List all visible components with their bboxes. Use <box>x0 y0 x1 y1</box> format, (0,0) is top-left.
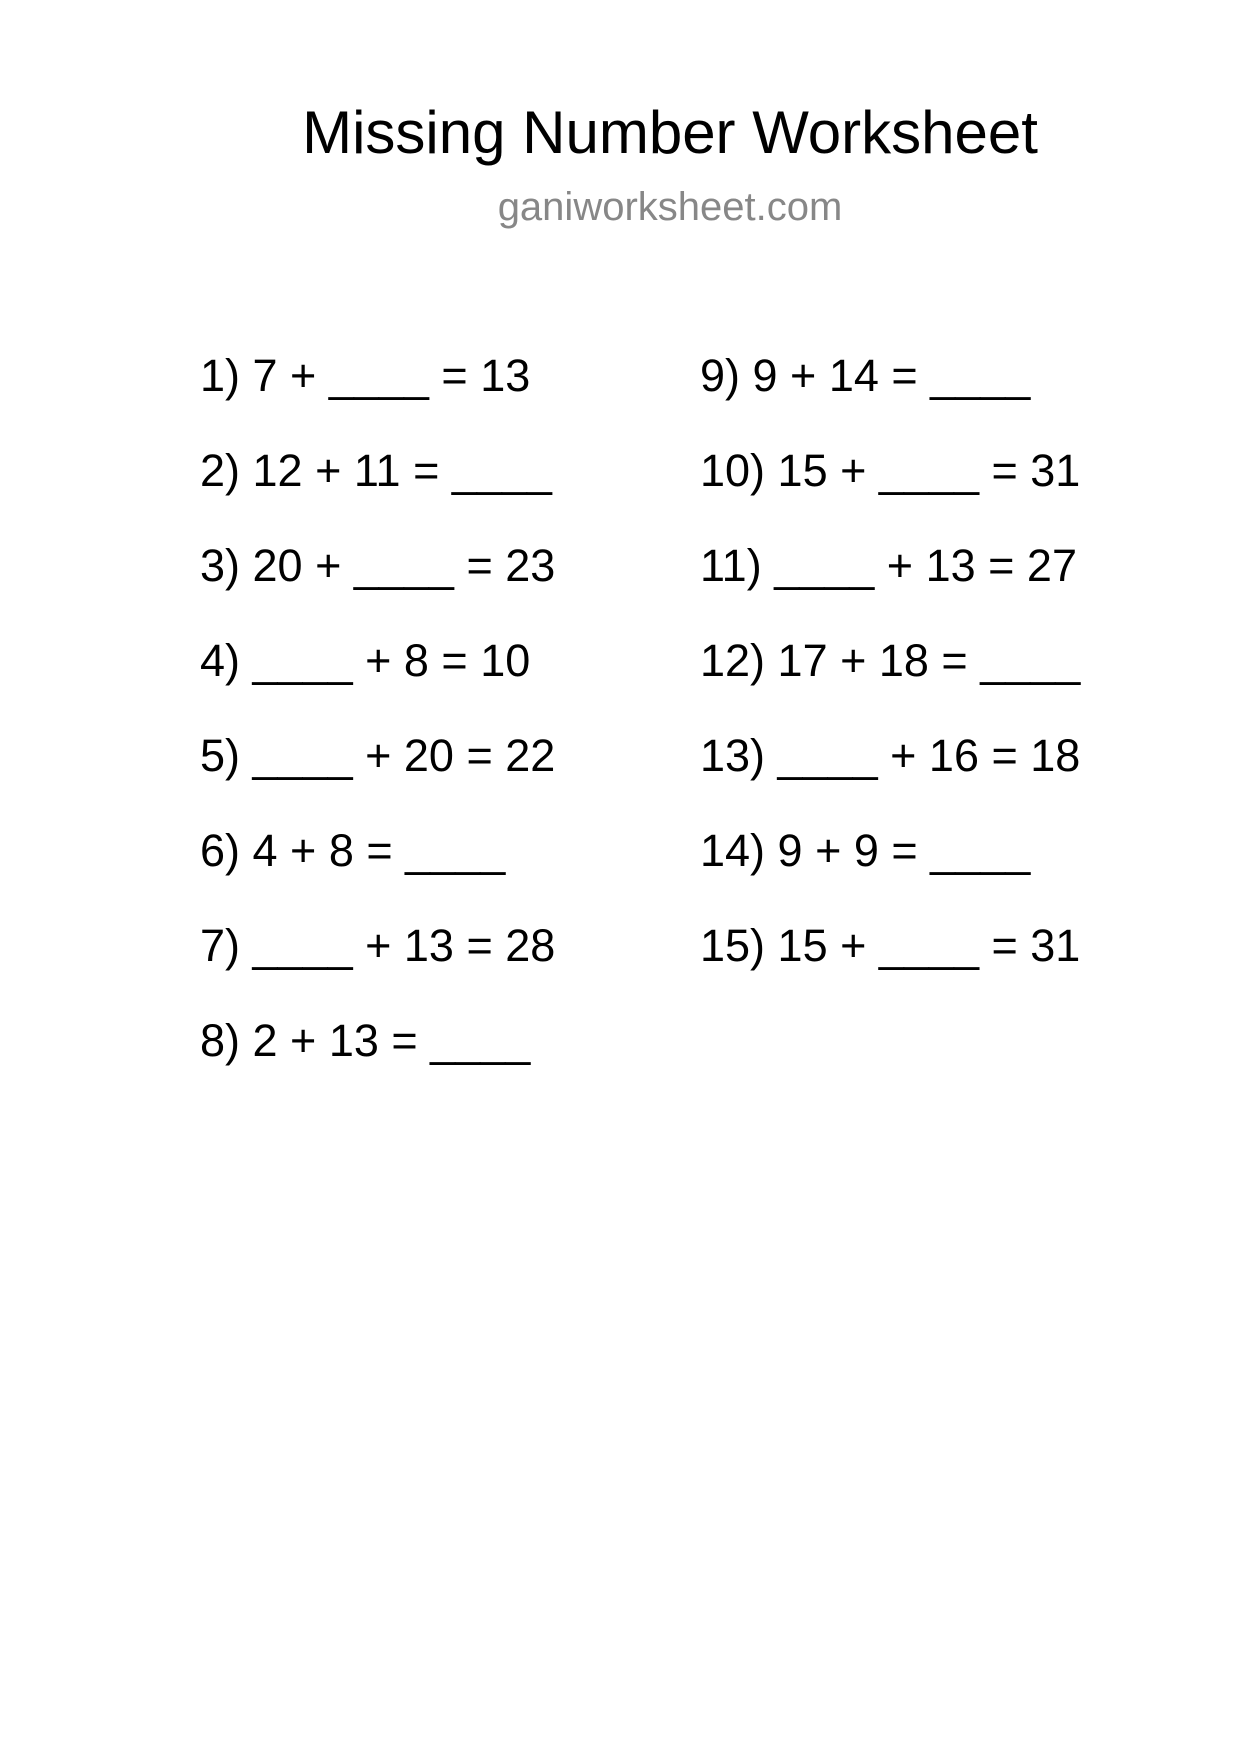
problem-7: 7) ____ + 13 = 28 <box>200 920 556 971</box>
problem-4: 4) ____ + 8 = 10 <box>200 635 531 686</box>
problem-10: 10) 15 + ____ = 31 <box>700 445 1081 496</box>
problem-2: 2) 12 + 11 = ____ <box>200 445 552 496</box>
problem-13: 13) ____ + 16 = 18 <box>700 730 1081 781</box>
problem-9: 9) 9 + 14 = ____ <box>700 350 1031 401</box>
worksheet-title: Missing Number Worksheet <box>302 99 1038 166</box>
problem-8: 8) 2 + 13 = ____ <box>200 1015 531 1066</box>
problems-left-column <box>200 348 555 1108</box>
problem-12: 12) 17 + 18 = ____ <box>700 635 1081 686</box>
problem-5: 5) ____ + 20 = 22 <box>200 730 556 781</box>
problem-6: 6) 4 + 8 = ____ <box>200 825 506 876</box>
problems-right-column <box>700 348 1080 1013</box>
problem-3: 3) 20 + ____ = 23 <box>200 540 556 591</box>
problem-11: 11) ____ + 13 = 27 <box>700 540 1077 591</box>
problem-1: 1) 7 + ____ = 13 <box>200 350 531 401</box>
problem-14: 14) 9 + 9 = ____ <box>700 825 1031 876</box>
website-subtitle: ganiworksheet.com <box>497 185 843 229</box>
problem-15: 15) 15 + ____ = 31 <box>700 920 1081 971</box>
